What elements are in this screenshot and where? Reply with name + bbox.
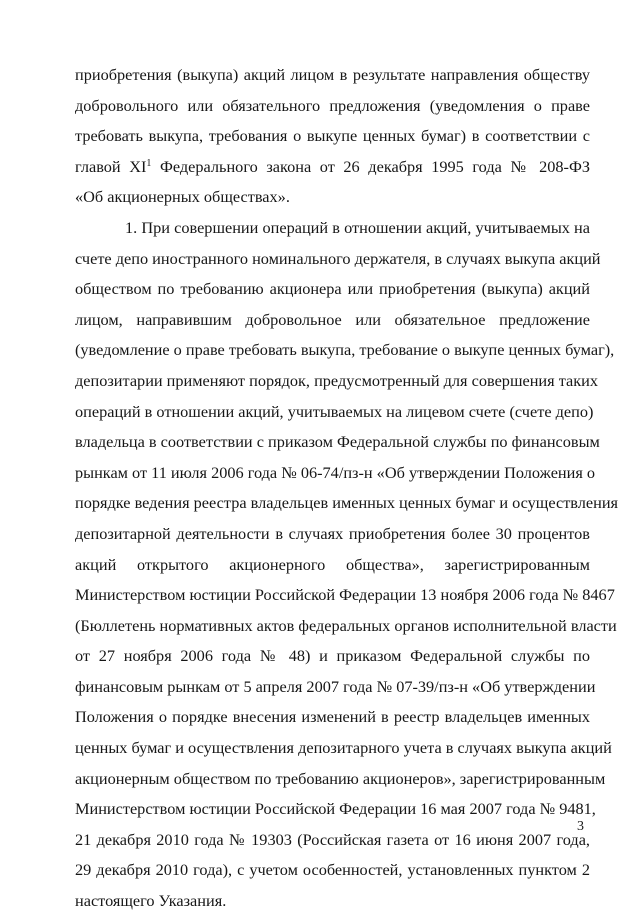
text-line: (уведомление о праве требовать выкупа, требование о выкупе ценных бумаг), <box>75 340 615 360</box>
text-line: от 27 ноября 2006 года № 48) и приказом Федеральной службы по <box>75 646 590 666</box>
text-line: (Бюллетень нормативных актов федеральных органов исполнительной власти <box>75 615 617 635</box>
text-line: акционерным обществом по требованию акционеров», зарегистрированным <box>75 768 606 788</box>
text-line: настоящего Указания. <box>75 891 227 911</box>
text-line: приобретения (выкупа) акций лицом в результате направления обществу <box>75 65 590 84</box>
text-line: добровольного или обязательного предложения (уведомления о праве <box>75 95 590 115</box>
paragraph-first-line: 1. При совершении операций в отношении акций, учитываемых на <box>125 217 590 237</box>
page-number: 3 <box>577 819 584 834</box>
chapter-reference: главой XI <box>75 156 147 176</box>
text-line: требовать выкупа, требования о выкупе ценных бумаг) в соответствии с <box>75 126 590 146</box>
chapter-superscript: 1 <box>146 157 152 169</box>
law-reference: Федерального закона от 26 декабря 1995 года № 208-ФЗ <box>151 156 590 176</box>
text-line: лицом, направившим добровольное или обязательное предложение <box>75 309 590 329</box>
text-line: операций в отношении акций, учитываемых на лицевом счете (счете депо) <box>75 401 594 421</box>
text-line: счете депо иностранного номинального держателя, в случаях выкупа акций <box>75 248 601 268</box>
text-line-with-superscript <box>75 152 590 183</box>
text-line: Министерством юстиции Российской Федерации 13 ноября 2006 года № 8467 <box>75 585 615 605</box>
text-line: обществом по требованию акционера или приобретения (выкупа) акций <box>75 279 590 299</box>
document-body <box>75 60 619 917</box>
text-line: акций открытого акционерного общества», зарегистрированным <box>75 554 590 574</box>
text-line: финансовым рынкам от 5 апреля 2007 года № 07-39/пз-н «Об утверждении <box>75 676 596 696</box>
text-line: 21 декабря 2010 года № 19303 (Российская газета от 16 июня 2007 года, <box>75 829 590 849</box>
text-line: депозитарии применяют порядок, предусмотренный для совершения таких <box>75 370 598 390</box>
text-line: Министерством юстиции Российской Федерации 16 мая 2007 года № 9481, <box>75 799 596 819</box>
text-line: Положения о порядке внесения изменений в реестр владельцев именных <box>75 707 590 727</box>
text-line: рынкам от 11 июля 2006 года № 06-74/пз-н «Об утверждении Положения о <box>75 462 596 482</box>
text-line: ценных бумаг и осуществления депозитарного учета в случаях выкупа акций <box>75 738 612 758</box>
text-line: «Об акционерных обществах». <box>75 187 290 207</box>
text-line: владельца в соответствии с приказом Федеральной службы по финансовым <box>75 432 600 452</box>
text-line: порядке ведения реестра владельцев именных ценных бумаг и осуществления <box>75 493 619 513</box>
text-line: 29 декабря 2010 года), с учетом особенностей, установленных пунктом 2 <box>75 860 590 880</box>
text-line: депозитарной деятельности в случаях приобретения более 30 процентов <box>75 523 590 543</box>
